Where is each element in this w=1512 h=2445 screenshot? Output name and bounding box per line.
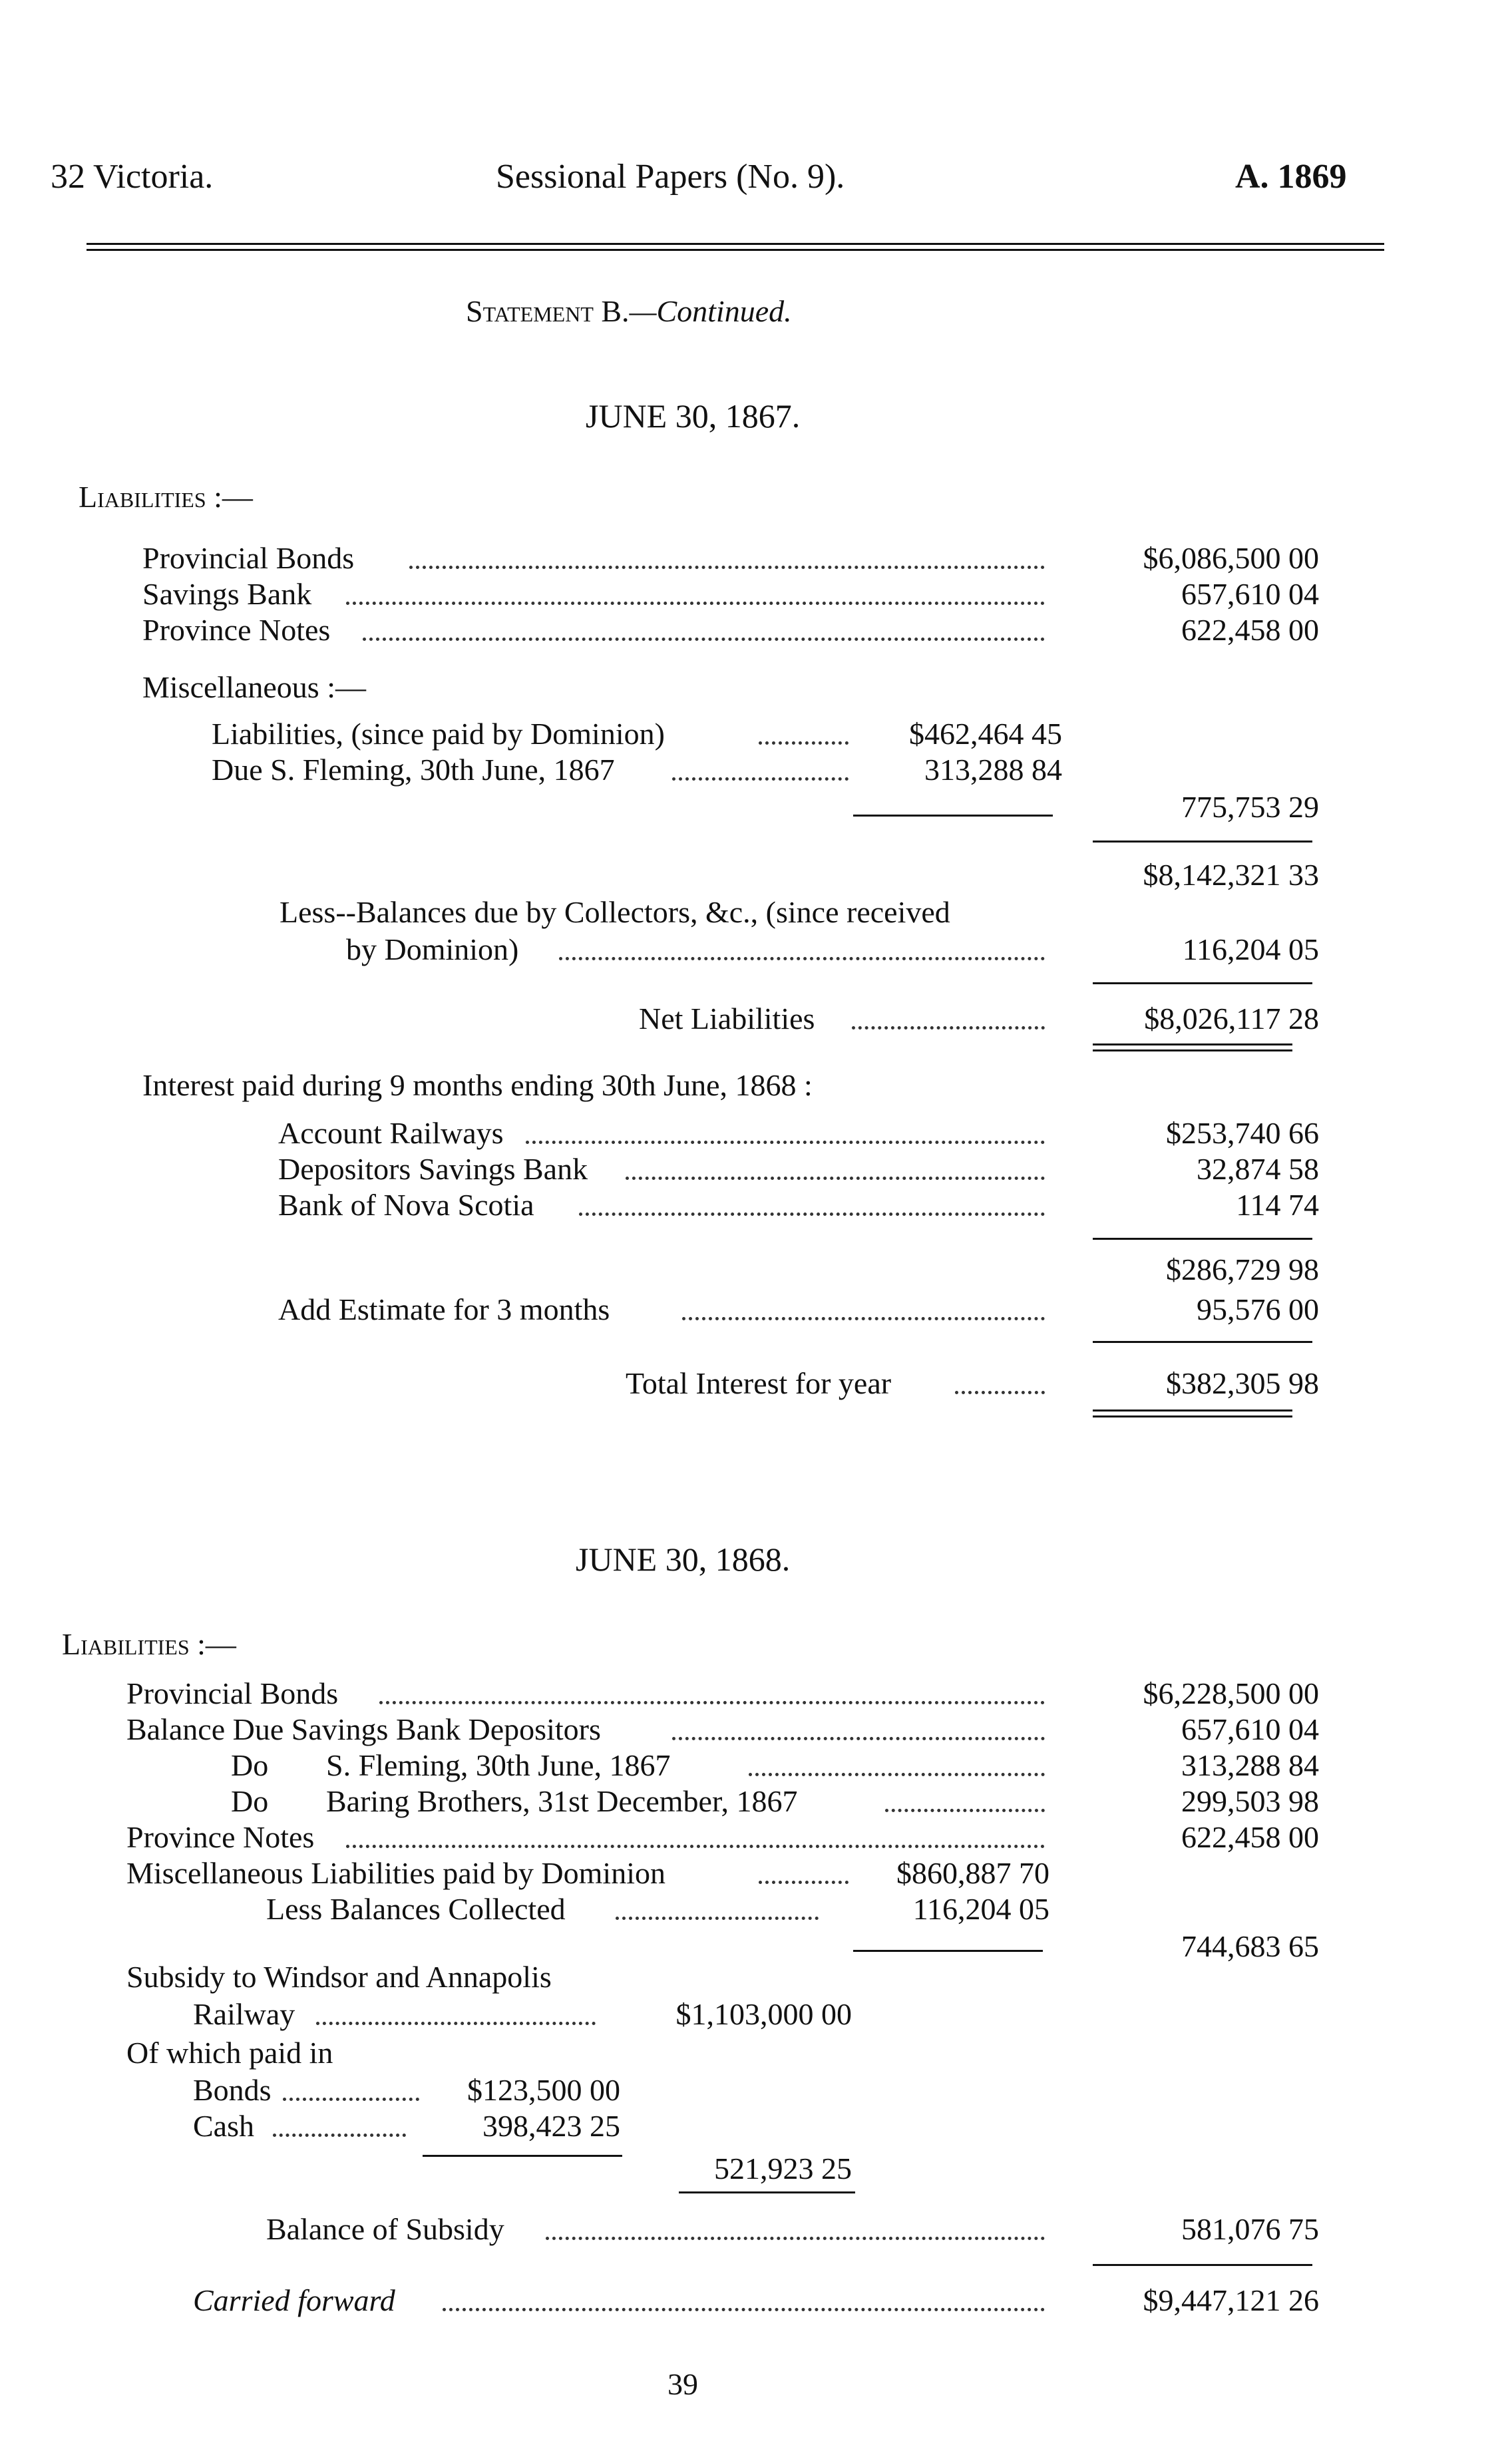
leader-dots [316,2022,596,2025]
subsidy-label: Subsidy to Windsor and Annapolis [126,1960,552,1994]
miscellaneous-label: Miscellaneous :— [142,670,366,704]
liabilities-label-1867: Liabilities :— [79,480,253,514]
add-estimate-amount: 95,576 00 [1197,1292,1319,1326]
balance-due-amount: 657,610 04 [1181,1712,1319,1746]
misc-liabilities-amount: $462,464 45 [909,717,1062,751]
gross-total-amount: $8,142,321 33 [1143,858,1319,892]
railway-amount: $1,103,000 00 [675,1997,852,2031]
provincial-bonds-amount: $6,086,500 00 [1143,541,1319,575]
misc-liabilities-label: Liabilities, (since paid by Dominion) [212,717,665,751]
leader-dots [749,1773,1045,1776]
depositors-amount: 32,874 58 [1197,1152,1319,1186]
header-center: Sessional Papers (No. 9). [496,158,845,196]
savings-bank-amount: 657,610 04 [1181,577,1319,611]
leader-dots [955,1391,1045,1394]
add-estimate-label: Add Estimate for 3 months [278,1292,610,1326]
header-left: 32 Victoria. [51,158,214,196]
province-notes-label: Province Notes [142,613,331,647]
cash-amount: 398,423 25 [482,2109,620,2143]
leader-dots [852,1026,1045,1030]
leader-dots [579,1213,1045,1216]
interest-heading [142,1070,813,1101]
leader-dots [379,1701,1045,1704]
interest-subtotal-amount: $286,729 98 [1166,1252,1319,1286]
leader-dots [273,2134,406,2137]
leader-dots [672,777,849,781]
provincial-bonds-amount-1868: $6,228,500 00 [1143,1676,1319,1710]
section-1868-heading: JUNE 30, 1868. [576,1541,791,1578]
total-rule [1093,1238,1312,1240]
statement-title-suffix: —Continued. [629,294,792,328]
subtotal-rule [853,815,1053,817]
total-rule [1093,1341,1312,1343]
misc-net-amount: 744,683 65 [1181,1929,1319,1963]
leader-dots [759,741,849,745]
leader-dots [546,2237,1045,2240]
leader-dots [626,1177,1045,1180]
leader-dots [346,602,1045,605]
province-notes-amount-1868: 622,458 00 [1181,1820,1319,1854]
misc-liabilities-amount-1868: $860,887 70 [896,1856,1049,1890]
total-rule [1093,2264,1312,2266]
leader-dots [682,1317,1045,1320]
statement-title [466,296,792,327]
statement-title-text: Statement B. [466,294,630,328]
net-liabilities-label: Net Liabilities [639,1002,815,1035]
leader-dots [363,638,1045,641]
province-notes-label-1868: Province Notes [126,1820,315,1854]
header-right: A. 1869 [1235,158,1347,196]
subtotal-rule [423,2155,622,2157]
account-railways-label: Account Railways [278,1116,504,1150]
leader-dots [885,1809,1045,1812]
leader-dots [409,566,1045,569]
total-rule [1093,982,1312,984]
leader-dots [759,1881,849,1884]
ditto-mark: Do [231,1784,269,1818]
less-collected-amount: 116,204 05 [912,1892,1049,1926]
do-baring-label: Baring Brothers, 31st December, 1867 [326,1784,798,1818]
paid-total-amount: 521,923 25 [714,2152,852,2185]
do-fleming-amount: 313,288 84 [1181,1748,1319,1782]
leader-dots [443,2308,1045,2311]
cash-label: Cash [193,2109,254,2143]
leader-dots [346,1845,1045,1848]
carried-forward-amount: $9,447,121 26 [1143,2283,1319,2317]
bank-nova-scotia-amount: 114 74 [1236,1188,1319,1222]
header-double-rule [87,243,1384,251]
province-notes-amount: 622,458 00 [1181,613,1319,647]
interest-heading-text: Interest paid during 9 months ending 30th June, 1868 : [142,1068,813,1102]
savings-bank-label: Savings Bank [142,577,312,611]
leader-dots [616,1917,819,1920]
bonds-label: Bonds [193,2073,272,2107]
leader-dots [672,1737,1045,1740]
depositors-label: Depositors Savings Bank [278,1152,588,1186]
total-rule [1093,841,1312,843]
balance-due-label: Balance Due Savings Bank Depositors [126,1712,601,1746]
do-fleming-label: S. Fleming, 30th June, 1867 [326,1748,671,1782]
total-interest-label: Total Interest for year [626,1366,892,1400]
page-number: 39 [667,2367,698,2401]
account-railways-amount: $253,740 66 [1166,1116,1319,1150]
misc-liabilities-label-1868: Miscellaneous Liabilities paid by Dominion [126,1856,665,1890]
total-interest-amount: $382,305 98 [1166,1366,1319,1400]
subtotal-rule [853,1950,1043,1952]
leader-dots [526,1141,1045,1144]
liabilities-label-1868: Liabilities :— [62,1627,236,1661]
leader-dots [559,957,1045,960]
of-which-label: Of which paid in [126,2036,333,2070]
total-double-rule [1093,1410,1292,1417]
do-baring-amount: 299,503 98 [1181,1784,1319,1818]
balance-subsidy-amount: 581,076 75 [1181,2212,1319,2246]
subtotal-rule [679,2191,855,2193]
provincial-bonds-label-1868: Provincial Bonds [126,1676,339,1710]
less-balances-amount: 116,204 05 [1182,932,1319,966]
net-liabilities-amount: $8,026,117 28 [1144,1002,1319,1035]
railway-label: Railway [193,1997,295,2031]
section-1867-heading: JUNE 30, 1867. [586,397,801,435]
bank-nova-scotia-label: Bank of Nova Scotia [278,1188,534,1222]
leader-dots [283,2098,419,2101]
provincial-bonds-label: Provincial Bonds [142,541,355,575]
balance-subsidy-label: Balance of Subsidy [266,2212,504,2246]
due-fleming-label: Due S. Fleming, 30th June, 1867 [212,753,615,787]
less-balances-line1: Less--Balances due by Collectors, &c., (since received [280,895,950,929]
net-double-rule [1093,1043,1292,1051]
bonds-amount: $123,500 00 [467,2073,620,2107]
carried-forward-label: Carried forward [193,2283,395,2317]
less-balances-line2: by Dominion) [346,932,519,966]
misc-total-amount: 775,753 29 [1181,790,1319,824]
ditto-mark: Do [231,1748,269,1782]
due-fleming-amount: 313,288 84 [924,753,1062,787]
less-collected-label: Less Balances Collected [266,1892,566,1926]
